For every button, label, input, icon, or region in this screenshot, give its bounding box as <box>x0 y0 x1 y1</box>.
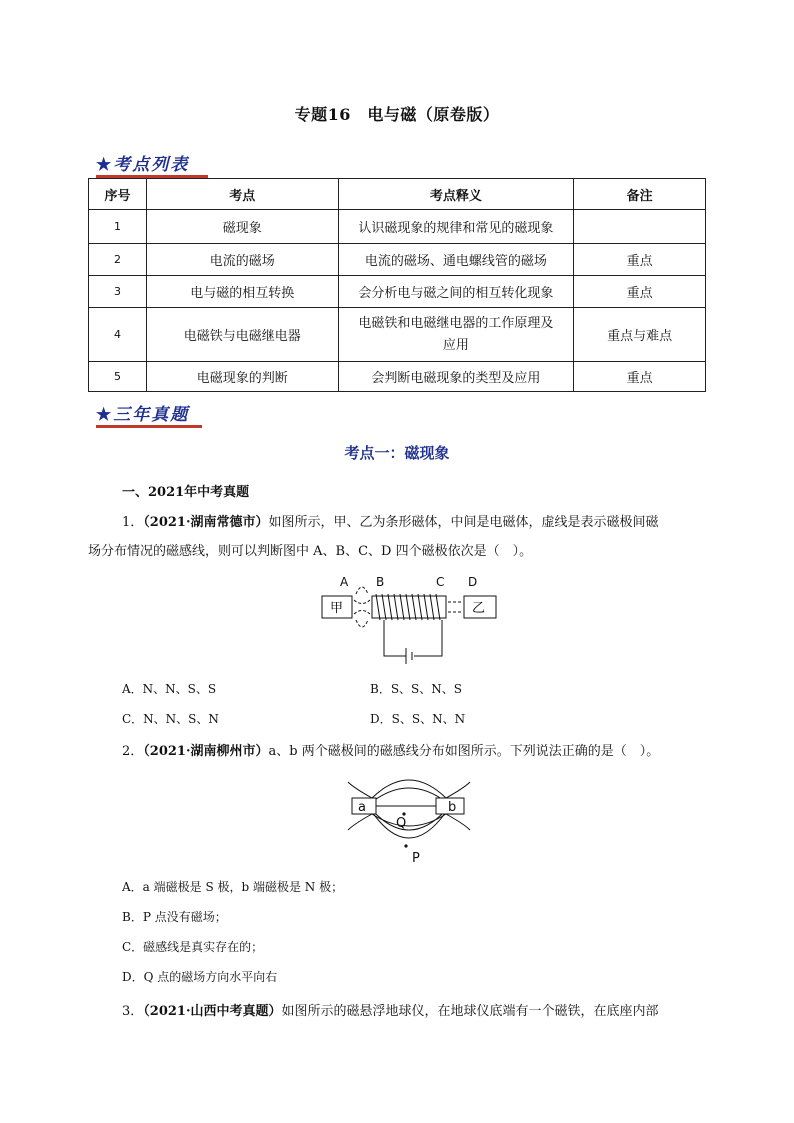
cell-note: 重点 <box>574 276 706 308</box>
table-row <box>89 308 706 362</box>
cell-num: 3 <box>89 276 147 308</box>
cell-desc: 认识磁现象的规律和常见的磁现象 <box>338 210 574 244</box>
label-C: C <box>436 575 445 589</box>
label-yi: 乙 <box>472 601 486 616</box>
question-1 <box>122 511 722 530</box>
label-Q: Q <box>396 816 407 831</box>
cell-note: 重点 <box>574 362 706 392</box>
cell-desc-line: 电磁铁和电磁继电器的工作原理及 <box>358 315 554 331</box>
cell-note: 重点与难点 <box>574 308 706 362</box>
figure-magnetic-field <box>344 768 474 868</box>
cell-topic: 电磁铁与电磁继电器 <box>146 308 338 362</box>
question-1-cont: 场分布情况的磁感线，则可以判断图中 A、B、C、D 四个磁极依次是（ ）。 <box>88 544 533 559</box>
star-icon: ★ <box>96 155 114 175</box>
question-text: 如图所示，甲、乙为条形磁体，中间是电磁体，虚线是表示磁极间磁 <box>268 515 659 530</box>
table-row <box>89 362 706 392</box>
table-row <box>89 276 706 308</box>
label-a: a <box>358 800 366 815</box>
label-A: A <box>340 575 349 589</box>
label-B: B <box>376 575 385 589</box>
question-2 <box>122 740 722 759</box>
label-P: P <box>412 851 420 866</box>
header-num: 序号 <box>89 179 147 210</box>
cell-num: 1 <box>89 210 147 244</box>
table-header-row <box>89 179 706 210</box>
figure-electromagnet <box>318 570 498 666</box>
question-text: 如图所示的磁悬浮地球仪，在地球仪底端有一个磁铁，在底座内部 <box>281 1004 659 1019</box>
cell-num: 2 <box>89 244 147 276</box>
circuit <box>384 620 442 664</box>
header-desc: 考点释义 <box>338 179 574 210</box>
question-number: 1． <box>122 515 144 530</box>
question-source: （2021·山西中考真题） <box>143 1004 282 1019</box>
section-heading-zhenti <box>96 400 189 425</box>
cell-topic: 电磁现象的判断 <box>146 362 338 392</box>
label-jia: 甲 <box>330 601 344 616</box>
section-underline <box>96 425 202 428</box>
cell-desc <box>338 308 574 362</box>
section-heading-label: 三年真题 <box>113 405 190 425</box>
cell-topic: 电与磁的相互转换 <box>146 276 338 308</box>
cell-num: 4 <box>89 308 147 362</box>
q1-option-c: C．N、N、S、N <box>122 712 219 726</box>
header-note: 备注 <box>574 179 706 210</box>
question-source: （2021·湖南常德市） <box>143 515 269 530</box>
point-Q <box>402 812 405 815</box>
section-heading-label: 考点列表 <box>113 155 190 175</box>
q2-option-d: D．Q 点的磁场方向水平向右 <box>122 970 278 984</box>
q2-option-b: B．P 点没有磁场； <box>122 910 227 924</box>
q1-option-a: A．N、N、S、S <box>122 682 217 696</box>
cell-note: 重点 <box>574 244 706 276</box>
q1-option-b: B．S、S、N、S <box>370 682 462 696</box>
question-number: 3． <box>122 1004 144 1019</box>
point-P <box>404 844 407 847</box>
cell-topic: 电流的磁场 <box>146 244 338 276</box>
table-row <box>89 244 706 276</box>
table-row <box>89 210 706 244</box>
q2-option-c: C．磁感线是真实存在的； <box>122 940 264 954</box>
subsection-heading: 考点一：磁现象 <box>344 444 450 462</box>
part-heading: 一、2021年中考真题 <box>122 485 250 500</box>
section-heading-kaodian <box>96 150 189 175</box>
cell-desc-line: 应用 <box>442 337 469 353</box>
cell-note <box>574 210 706 244</box>
q2-option-a: A．a 端磁极是 S 极，b 端磁极是 N 极； <box>122 880 344 894</box>
star-icon: ★ <box>96 405 114 425</box>
label-b: b <box>448 800 457 815</box>
header-topic: 考点 <box>146 179 338 210</box>
question-3 <box>122 1000 722 1019</box>
question-source: （2021·湖南柳州市） <box>143 744 269 759</box>
cell-desc: 会分析电与磁之间的相互转化现象 <box>338 276 574 308</box>
topics-table <box>88 178 706 392</box>
question-text: a、b 两个磁极间的磁感线分布如图所示。下列说法正确的是（ ）。 <box>268 744 660 759</box>
cell-desc: 会判断电磁现象的类型及应用 <box>338 362 574 392</box>
page-title: 专题16 电与磁（原卷版） <box>294 105 500 124</box>
cell-desc: 电流的磁场、通电螺线管的磁场 <box>338 244 574 276</box>
label-D: D <box>468 575 478 589</box>
q1-option-d: D．S、S、N、N <box>370 712 466 726</box>
cell-topic: 磁现象 <box>146 210 338 244</box>
question-number: 2． <box>122 744 144 759</box>
cell-num: 5 <box>89 362 147 392</box>
